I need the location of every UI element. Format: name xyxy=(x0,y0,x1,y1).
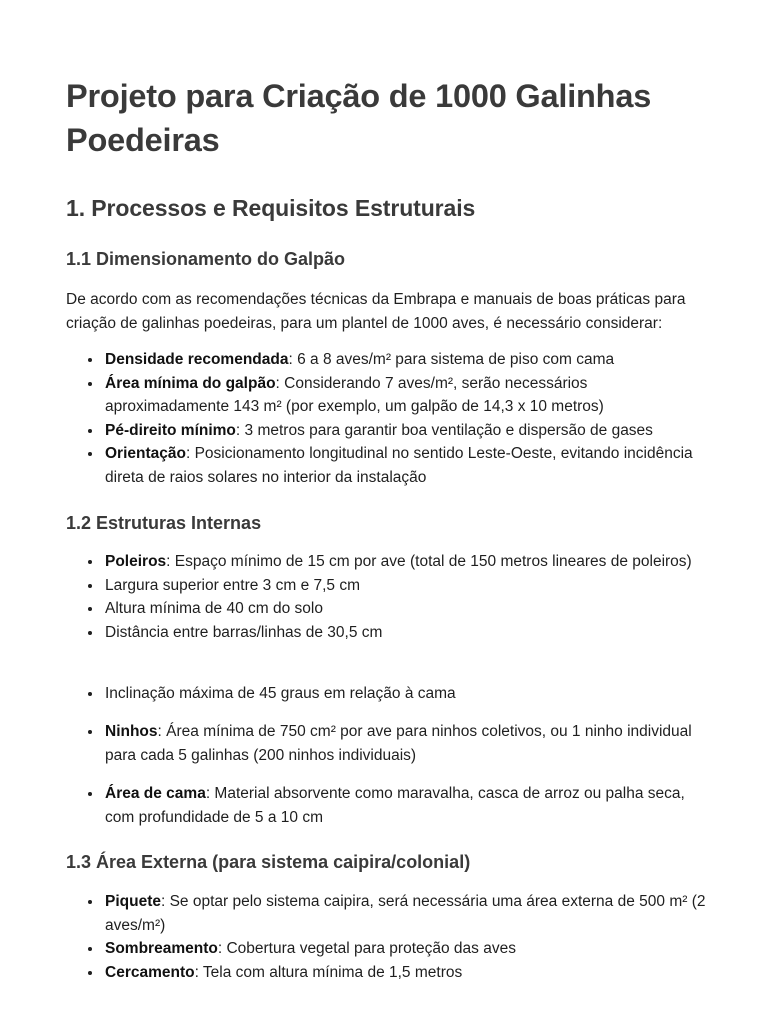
bullet-icon xyxy=(88,358,92,362)
list-item: Pé-direito mínimo: 3 metros para garantir boa ventilação e dispersão de gases xyxy=(88,419,708,443)
list-item: Densidade recomendada: 6 a 8 aves/m² para sistema de piso com cama xyxy=(88,348,708,372)
subsection-1-2-heading: 1.2 Estruturas Internas xyxy=(66,513,262,533)
intro-paragraph: De acordo com as recomendações técnicas da Embrapa e manuais de boas práticas para criação de galinhas poedeiras, para um plantel de 1000 aves, é necessário considerar: xyxy=(66,291,686,332)
document-title: Projeto para Criação de 1000 Galinhas Poedeiras xyxy=(66,78,652,158)
bullet-icon xyxy=(88,692,92,696)
list-item: Poleiros: Espaço mínimo de 15 cm por ave (total de 150 metros lineares de poleiros) xyxy=(88,550,708,574)
list-item: Inclinação máxima de 45 graus em relação à cama xyxy=(88,682,708,706)
estruturas-list-b xyxy=(88,682,708,706)
estruturas-list-d xyxy=(88,782,708,829)
galpao-list xyxy=(88,348,708,489)
subsection-1-3-heading: 1.3 Área Externa (para sistema caipira/colonial) xyxy=(66,852,471,872)
bullet-icon xyxy=(88,584,92,588)
bullet-icon xyxy=(88,382,92,386)
bullet-icon xyxy=(88,631,92,635)
bullet-icon xyxy=(88,429,92,433)
estruturas-list-c xyxy=(88,720,708,767)
bullet-icon xyxy=(88,792,92,796)
bullet-icon xyxy=(88,900,92,904)
list-item: Altura mínima de 40 cm do solo xyxy=(88,597,708,621)
bullet-icon xyxy=(88,730,92,734)
area-externa-list xyxy=(88,890,708,984)
list-item: Ninhos: Área mínima de 750 cm² por ave para ninhos coletivos, ou 1 ninho individual para cada 5 galinhas (200 ninhos individuais) xyxy=(88,720,708,767)
bullet-icon xyxy=(88,607,92,611)
list-item: Piquete: Se optar pelo sistema caipira, será necessária uma área externa de 500 m² (2 aves/m²) xyxy=(88,890,708,937)
section-1-heading: 1. Processos e Requisitos Estruturais xyxy=(66,195,476,221)
list-item: Área mínima do galpão: Considerando 7 aves/m², serão necessários aproximadamente 143 m² (por exemplo, um galpão de 14,3 x 10 metros) xyxy=(88,372,708,419)
subsection-1-1-heading: 1.1 Dimensionamento do Galpão xyxy=(66,249,346,269)
bullet-icon xyxy=(88,452,92,456)
list-item: Área de cama: Material absorvente como maravalha, casca de arroz ou palha seca, com profundidade de 5 a 10 cm xyxy=(88,782,708,829)
list-item: Distância entre barras/linhas de 30,5 cm xyxy=(88,621,708,645)
bullet-icon xyxy=(88,947,92,951)
list-item: Orientação: Posicionamento longitudinal no sentido Leste-Oeste, evitando incidência direta de raios solares no interior da instalação xyxy=(88,442,708,489)
list-item: Cercamento: Tela com altura mínima de 1,5 metros xyxy=(88,961,708,985)
list-item: Sombreamento: Cobertura vegetal para proteção das aves xyxy=(88,937,708,961)
bullet-icon xyxy=(88,971,92,975)
bullet-icon xyxy=(88,560,92,564)
list-item: Largura superior entre 3 cm e 7,5 cm xyxy=(88,574,708,598)
estruturas-list-a xyxy=(88,550,708,644)
